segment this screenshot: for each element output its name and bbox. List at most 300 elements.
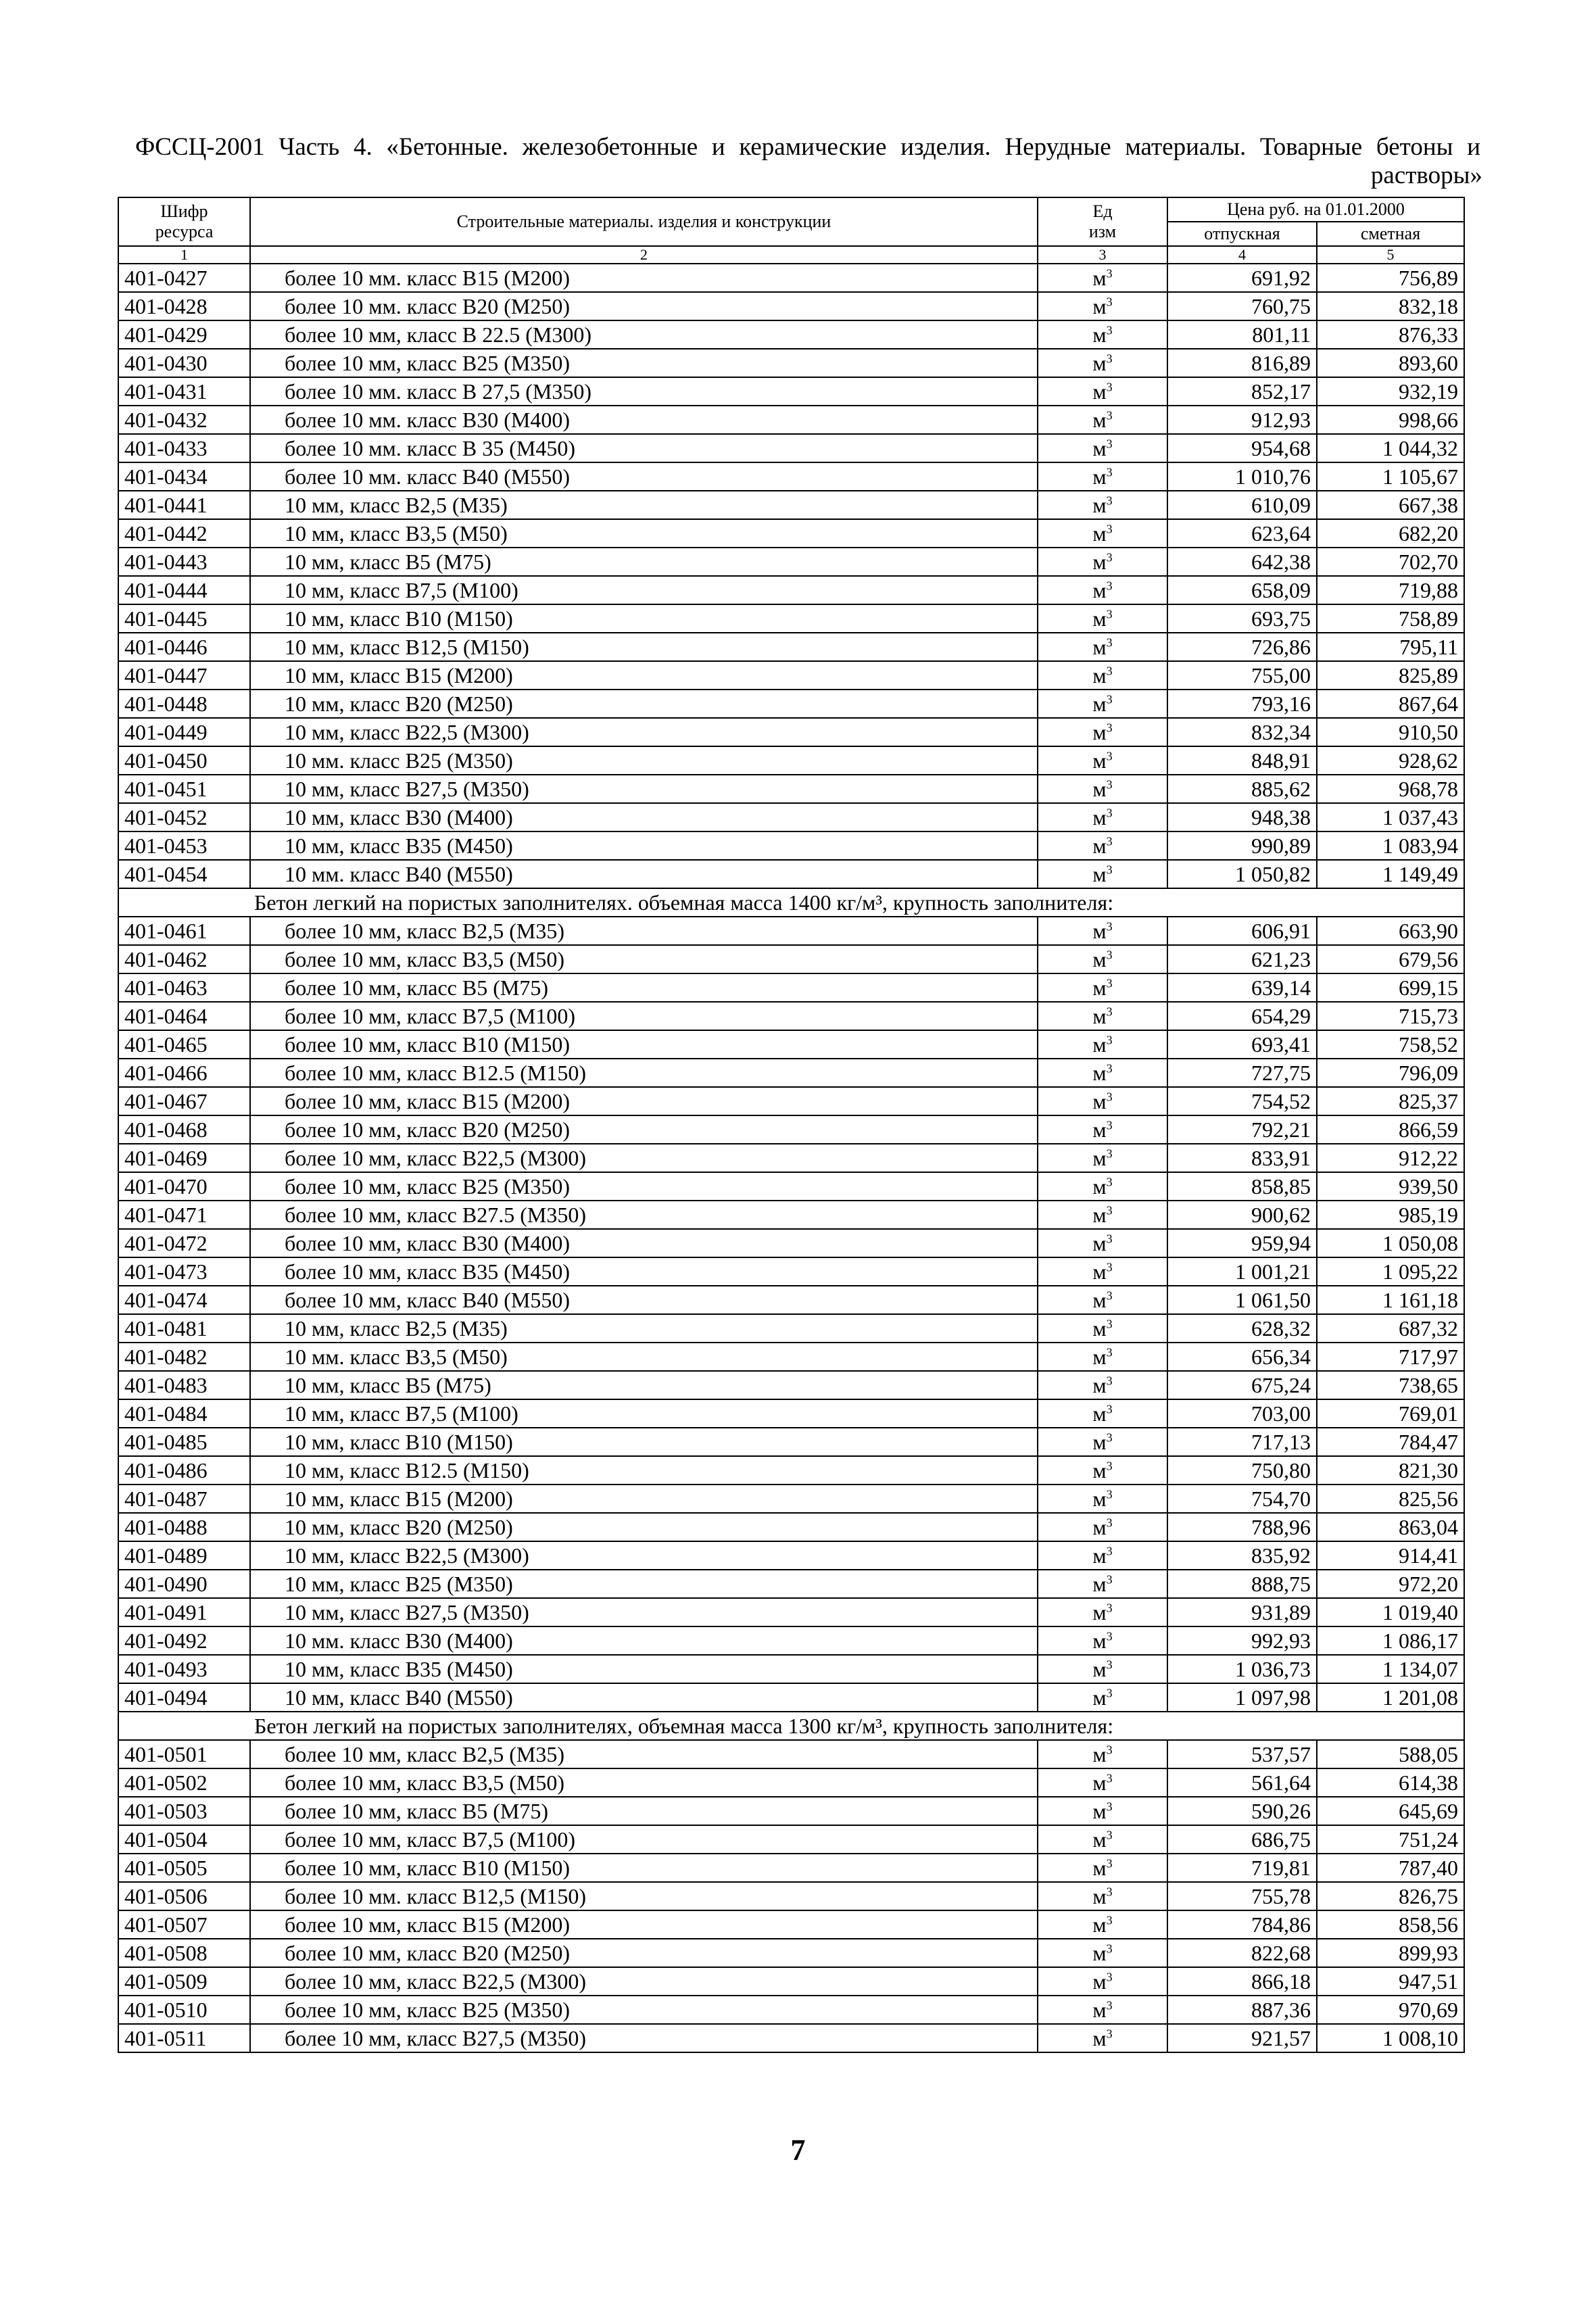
material-name: более 10 мм. класс В12,5 (М150) [250, 1882, 1038, 1910]
material-name: более 10 мм, класс В27.5 (М350) [250, 1201, 1038, 1229]
unit-base: м [1092, 294, 1107, 318]
table-row [118, 803, 1464, 831]
unit-base: м [1092, 322, 1107, 347]
estimate-price: 687,32 [1317, 1314, 1464, 1343]
unit-cell [1038, 548, 1167, 576]
table-row [118, 775, 1464, 803]
unit-base: м [1092, 1061, 1107, 1085]
material-name: более 10 мм, класс В15 (М200) [250, 1087, 1038, 1115]
resource-code: 401-0448 [118, 690, 250, 718]
material-name: 10 мм, класс В25 (М350) [250, 1570, 1038, 1598]
material-name: более 10 мм. класс В15 (М200) [250, 264, 1038, 292]
estimate-price: 932,19 [1317, 377, 1464, 406]
unit-exponent: 3 [1106, 408, 1113, 423]
release-price: 832,34 [1167, 718, 1317, 746]
resource-code: 401-0490 [118, 1570, 250, 1598]
unit-exponent: 3 [1106, 1913, 1113, 1927]
estimate-price: 826,75 [1317, 1882, 1464, 1910]
column-number: 4 [1167, 246, 1317, 264]
release-price: 848,91 [1167, 746, 1317, 775]
unit-base: м [1092, 635, 1107, 659]
unit-exponent: 3 [1106, 1005, 1113, 1019]
column-header-estimate: сметная [1317, 222, 1464, 246]
estimate-price: 893,60 [1317, 349, 1464, 377]
unit-exponent: 3 [1106, 266, 1113, 281]
unit-base: м [1092, 1998, 1107, 2022]
release-price: 921,57 [1167, 2024, 1317, 2052]
column-header-unit-line2: изм [1088, 222, 1117, 241]
release-price: 654,29 [1167, 1002, 1317, 1030]
estimate-price: 738,65 [1317, 1371, 1464, 1399]
table-row [118, 860, 1464, 888]
unit-base: м [1092, 1259, 1107, 1284]
estimate-price: 910,50 [1317, 718, 1464, 746]
unit-cell [1038, 1882, 1167, 1910]
material-name: более 10 мм. класс В 27,5 (М350) [250, 377, 1038, 406]
resource-code: 401-0511 [118, 2024, 250, 2052]
unit-exponent: 3 [1106, 1061, 1113, 1076]
unit-exponent: 3 [1106, 1544, 1113, 1558]
unit-cell [1038, 1541, 1167, 1570]
unit-cell [1038, 406, 1167, 434]
release-price: 1 050,82 [1167, 860, 1317, 888]
unit-cell [1038, 917, 1167, 945]
resource-code: 401-0481 [118, 1314, 250, 1343]
table-row [118, 1513, 1464, 1541]
release-price: 726,86 [1167, 633, 1317, 661]
estimate-price: 614,38 [1317, 1768, 1464, 1797]
unit-cell [1038, 690, 1167, 718]
table-row [118, 1967, 1464, 1996]
release-price: 717,13 [1167, 1428, 1317, 1456]
unit-cell [1038, 1343, 1167, 1371]
unit-exponent: 3 [1106, 465, 1113, 479]
unit-cell [1038, 1428, 1167, 1456]
unit-base: м [1092, 1770, 1107, 1795]
material-name: 10 мм, класс В20 (М250) [250, 1513, 1038, 1541]
table-row [118, 1854, 1464, 1882]
estimate-price: 1 105,67 [1317, 462, 1464, 491]
unit-cell [1038, 292, 1167, 320]
unit-exponent: 3 [1106, 550, 1113, 564]
unit-base: м [1092, 1799, 1107, 1823]
unit-cell [1038, 718, 1167, 746]
table-row [118, 406, 1464, 434]
estimate-price: 667,38 [1317, 491, 1464, 519]
table-row [118, 1002, 1464, 1030]
resource-code: 401-0465 [118, 1030, 250, 1059]
unit-exponent: 3 [1106, 1998, 1113, 2012]
resource-code: 401-0487 [118, 1485, 250, 1513]
material-name: 10 мм, класс В5 (М75) [250, 548, 1038, 576]
material-name: 10 мм, класс В2,5 (М35) [250, 1314, 1038, 1343]
estimate-price: 899,93 [1317, 1939, 1464, 1967]
release-price: 755,78 [1167, 1882, 1317, 1910]
unit-cell [1038, 1996, 1167, 2024]
unit-base: м [1092, 606, 1107, 631]
material-name: более 10 мм, класс В10 (М150) [250, 1030, 1038, 1059]
resource-code: 401-0494 [118, 1683, 250, 1712]
unit-exponent: 3 [1106, 1686, 1113, 1700]
material-name: более 10 мм, класс В 22.5 (М300) [250, 320, 1038, 349]
unit-base: м [1092, 1146, 1107, 1170]
unit-cell [1038, 803, 1167, 831]
unit-exponent: 3 [1106, 380, 1113, 394]
unit-cell [1038, 1570, 1167, 1598]
material-name: 10 мм, класс В22,5 (М300) [250, 718, 1038, 746]
unit-base: м [1092, 1884, 1107, 1908]
estimate-price: 914,41 [1317, 1541, 1464, 1570]
material-name: более 10 мм, класс В40 (М550) [250, 1286, 1038, 1314]
estimate-price: 769,01 [1317, 1399, 1464, 1428]
material-name: 10 мм, класс В12,5 (М150) [250, 633, 1038, 661]
table-row [118, 1144, 1464, 1172]
unit-cell [1038, 1087, 1167, 1115]
unit-cell [1038, 1910, 1167, 1939]
table-row [118, 746, 1464, 775]
estimate-price: 717,97 [1317, 1343, 1464, 1371]
table-row [118, 1768, 1464, 1797]
table-row [118, 1797, 1464, 1825]
estimate-price: 867,64 [1317, 690, 1464, 718]
table-row [118, 1201, 1464, 1229]
unit-cell [1038, 1172, 1167, 1201]
resource-code: 401-0447 [118, 661, 250, 690]
release-price: 623,64 [1167, 519, 1317, 548]
column-number: 1 [118, 246, 250, 264]
resource-code: 401-0489 [118, 1541, 250, 1570]
unit-cell [1038, 1456, 1167, 1485]
page-header-continuation: растворы» [1370, 162, 1482, 189]
unit-exponent: 3 [1106, 579, 1113, 593]
resource-code: 401-0429 [118, 320, 250, 349]
unit-base: м [1092, 862, 1107, 886]
unit-exponent: 3 [1106, 948, 1113, 962]
release-price: 693,75 [1167, 604, 1317, 633]
unit-base: м [1092, 1004, 1107, 1028]
unit-exponent: 3 [1106, 834, 1113, 848]
unit-base: м [1092, 1373, 1107, 1397]
unit-cell [1038, 661, 1167, 690]
material-name: 10 мм, класс В27,5 (М350) [250, 775, 1038, 803]
resource-code: 401-0483 [118, 1371, 250, 1399]
material-name: 10 мм, класс В35 (М450) [250, 1655, 1038, 1683]
unit-exponent: 3 [1106, 1856, 1113, 1871]
material-name: 10 мм, класс В7,5 (М100) [250, 1399, 1038, 1428]
material-name: 10 мм. класс В3,5 (М50) [250, 1343, 1038, 1371]
unit-exponent: 3 [1106, 1288, 1113, 1303]
material-name: 10 мм. класс В40 (М550) [250, 860, 1038, 888]
table-row [118, 1683, 1464, 1712]
unit-cell [1038, 1030, 1167, 1059]
estimate-price: 663,90 [1317, 917, 1464, 945]
unit-base: м [1092, 1600, 1107, 1624]
estimate-price: 787,40 [1317, 1854, 1464, 1882]
table-row [118, 1456, 1464, 1485]
unit-cell [1038, 377, 1167, 406]
release-price: 1 097,98 [1167, 1683, 1317, 1712]
unit-base: м [1092, 720, 1107, 744]
material-name: более 10 мм. класс В30 (М400) [250, 406, 1038, 434]
unit-cell [1038, 434, 1167, 462]
unit-base: м [1092, 1401, 1107, 1426]
estimate-price: 832,18 [1317, 292, 1464, 320]
estimate-price: 1 095,22 [1317, 1257, 1464, 1286]
unit-cell [1038, 1144, 1167, 1172]
estimate-price: 1 134,07 [1317, 1655, 1464, 1683]
material-name: 10 мм, класс В10 (М150) [250, 1428, 1038, 1456]
estimate-price: 912,22 [1317, 1144, 1464, 1172]
resource-code: 401-0431 [118, 377, 250, 406]
unit-exponent: 3 [1106, 1345, 1113, 1359]
unit-base: м [1092, 1174, 1107, 1199]
estimate-price: 858,56 [1317, 1910, 1464, 1939]
unit-exponent: 3 [1106, 1459, 1113, 1473]
material-name: 10 мм, класс В5 (М75) [250, 1371, 1038, 1399]
unit-exponent: 3 [1106, 295, 1113, 309]
estimate-price: 795,11 [1317, 633, 1464, 661]
resource-code: 401-0509 [118, 1967, 250, 1996]
release-price: 561,64 [1167, 1768, 1317, 1797]
estimate-price: 821,30 [1317, 1456, 1464, 1485]
resource-code: 401-0449 [118, 718, 250, 746]
table-row [118, 1882, 1464, 1910]
unit-base: м [1092, 266, 1107, 290]
release-price: 1 061,50 [1167, 1286, 1317, 1314]
estimate-price: 784,47 [1317, 1428, 1464, 1456]
page-number: 7 [790, 2133, 806, 2167]
column-header-code-line2: ресурса [155, 222, 214, 241]
material-name: 10 мм. класс В25 (М350) [250, 746, 1038, 775]
unit-cell [1038, 1655, 1167, 1683]
unit-base: м [1092, 1543, 1107, 1568]
material-name: более 10 мм, класс В15 (М200) [250, 1910, 1038, 1939]
unit-base: м [1092, 1203, 1107, 1227]
table-row [118, 1059, 1464, 1087]
material-name: 10 мм, класс В30 (М400) [250, 803, 1038, 831]
column-number: 2 [250, 246, 1038, 264]
unit-base: м [1092, 975, 1107, 1000]
resource-code: 401-0466 [118, 1059, 250, 1087]
unit-base: м [1092, 1856, 1107, 1880]
estimate-price: 796,09 [1317, 1059, 1464, 1087]
material-name: более 10 мм, класс В7,5 (М100) [250, 1825, 1038, 1854]
unit-base: м [1092, 464, 1107, 489]
resource-code: 401-0467 [118, 1087, 250, 1115]
unit-cell [1038, 1939, 1167, 1967]
unit-exponent: 3 [1106, 1743, 1113, 1757]
table-row [118, 831, 1464, 860]
unit-exponent: 3 [1106, 976, 1113, 990]
unit-cell [1038, 831, 1167, 860]
material-name: 10 мм, класс В20 (М250) [250, 690, 1038, 718]
unit-base: м [1092, 1117, 1107, 1142]
unit-cell [1038, 1286, 1167, 1314]
unit-exponent: 3 [1106, 1374, 1113, 1388]
release-price: 948,38 [1167, 803, 1317, 831]
unit-exponent: 3 [1106, 1203, 1113, 1217]
unit-base: м [1092, 1685, 1107, 1710]
table-row [118, 1399, 1464, 1428]
table-row [118, 462, 1464, 491]
unit-cell [1038, 1797, 1167, 1825]
release-price: 639,14 [1167, 973, 1317, 1002]
material-name: 10 мм, класс В27,5 (М350) [250, 1598, 1038, 1626]
release-price: 835,92 [1167, 1541, 1317, 1570]
unit-cell [1038, 1626, 1167, 1655]
table-row [118, 519, 1464, 548]
material-name: 10 мм, класс В3,5 (М50) [250, 519, 1038, 548]
unit-exponent: 3 [1106, 493, 1113, 508]
unit-exponent: 3 [1106, 1147, 1113, 1161]
unit-exponent: 3 [1106, 522, 1113, 536]
release-price: 760,75 [1167, 292, 1317, 320]
table-row [118, 661, 1464, 690]
unit-base: м [1092, 1316, 1107, 1341]
unit-base: м [1092, 493, 1107, 517]
material-name: более 10 мм, класс В20 (М250) [250, 1115, 1038, 1144]
table-row [118, 576, 1464, 604]
estimate-price: 719,88 [1317, 576, 1464, 604]
resource-code: 401-0432 [118, 406, 250, 434]
unit-exponent: 3 [1106, 664, 1113, 678]
resource-code: 401-0473 [118, 1257, 250, 1286]
release-price: 1 010,76 [1167, 462, 1317, 491]
section-heading-row [118, 1712, 1464, 1740]
resource-code: 401-0452 [118, 803, 250, 831]
unit-base: м [1092, 777, 1107, 801]
estimate-price: 928,62 [1317, 746, 1464, 775]
unit-exponent: 3 [1106, 1118, 1113, 1132]
resource-code: 401-0468 [118, 1115, 250, 1144]
unit-cell [1038, 746, 1167, 775]
material-name: 10 мм. класс В30 (М400) [250, 1626, 1038, 1655]
unit-cell [1038, 973, 1167, 1002]
unit-exponent: 3 [1106, 635, 1113, 650]
unit-cell [1038, 1740, 1167, 1768]
release-price: 658,09 [1167, 576, 1317, 604]
release-price: 703,00 [1167, 1399, 1317, 1428]
table-row [118, 264, 1464, 292]
table-row [118, 1115, 1464, 1144]
unit-exponent: 3 [1106, 1260, 1113, 1274]
unit-exponent: 3 [1106, 323, 1113, 337]
table-body [118, 264, 1464, 2052]
resource-code: 401-0506 [118, 1882, 250, 1910]
estimate-price: 1 161,18 [1317, 1286, 1464, 1314]
unit-exponent: 3 [1106, 1516, 1113, 1530]
estimate-price: 998,66 [1317, 406, 1464, 434]
estimate-price: 968,78 [1317, 775, 1464, 803]
resource-code: 401-0462 [118, 945, 250, 973]
unit-exponent: 3 [1106, 2027, 1113, 2041]
unit-base: м [1092, 1515, 1107, 1539]
unit-cell [1038, 491, 1167, 519]
unit-base: м [1092, 1827, 1107, 1852]
estimate-price: 1 050,08 [1317, 1229, 1464, 1257]
resource-code: 401-0510 [118, 1996, 250, 2024]
unit-base: м [1092, 748, 1107, 773]
release-price: 621,23 [1167, 945, 1317, 973]
release-price: 792,21 [1167, 1115, 1317, 1144]
unit-cell [1038, 1967, 1167, 1996]
unit-base: м [1092, 521, 1107, 546]
unit-cell [1038, 1314, 1167, 1343]
release-price: 590,26 [1167, 1797, 1317, 1825]
unit-exponent: 3 [1106, 437, 1113, 451]
release-price: 610,09 [1167, 491, 1317, 519]
estimate-price: 751,24 [1317, 1825, 1464, 1854]
estimate-price: 1 019,40 [1317, 1598, 1464, 1626]
unit-base: м [1092, 692, 1107, 716]
material-name: более 10 мм, класс В3,5 (М50) [250, 1768, 1038, 1797]
unit-exponent: 3 [1106, 1885, 1113, 1899]
estimate-price: 939,50 [1317, 1172, 1464, 1201]
unit-cell [1038, 576, 1167, 604]
unit-cell [1038, 775, 1167, 803]
unit-exponent: 3 [1106, 1317, 1113, 1331]
section-heading-row [118, 888, 1464, 917]
unit-cell [1038, 1768, 1167, 1797]
table-row [118, 1996, 1464, 2024]
column-header-code [118, 197, 250, 246]
release-price: 822,68 [1167, 1939, 1317, 1967]
resource-code: 401-0443 [118, 548, 250, 576]
table-row [118, 1570, 1464, 1598]
unit-base: м [1092, 1089, 1107, 1113]
resource-code: 401-0502 [118, 1768, 250, 1797]
section-heading: Бетон легкий на пористых заполнителях, объемная масса 1300 кг/м³, крупность заполнителя: [118, 1712, 1464, 1740]
column-number: 3 [1038, 246, 1167, 264]
estimate-price: 863,04 [1317, 1513, 1464, 1541]
unit-base: м [1092, 578, 1107, 602]
unit-base: м [1092, 1288, 1107, 1312]
material-name: 10 мм, класс В35 (М450) [250, 831, 1038, 860]
estimate-price: 970,69 [1317, 1996, 1464, 2024]
unit-cell [1038, 1059, 1167, 1087]
material-name: более 10 мм, класс В20 (М250) [250, 1939, 1038, 1967]
column-header-unit-line1: Ед [1092, 201, 1113, 221]
material-name: 10 мм, класс В15 (М200) [250, 661, 1038, 690]
release-price: 852,17 [1167, 377, 1317, 406]
unit-cell [1038, 945, 1167, 973]
column-header-unit [1038, 197, 1167, 246]
unit-base: м [1092, 1231, 1107, 1255]
material-name: 10 мм, класс В2,5 (М35) [250, 491, 1038, 519]
unit-base: м [1092, 408, 1107, 432]
unit-exponent: 3 [1106, 863, 1113, 877]
release-price: 788,96 [1167, 1513, 1317, 1541]
table-row [118, 1910, 1464, 1939]
release-price: 606,91 [1167, 917, 1317, 945]
resource-code: 401-0474 [118, 1286, 250, 1314]
table-row [118, 1087, 1464, 1115]
estimate-price: 699,15 [1317, 973, 1464, 1002]
release-price: 816,89 [1167, 349, 1317, 377]
table-row [118, 1825, 1464, 1854]
release-price: 900,62 [1167, 1201, 1317, 1229]
release-price: 719,81 [1167, 1854, 1317, 1882]
unit-cell [1038, 1257, 1167, 1286]
estimate-price: 682,20 [1317, 519, 1464, 548]
unit-cell [1038, 519, 1167, 548]
resource-code: 401-0485 [118, 1428, 250, 1456]
estimate-price: 825,56 [1317, 1485, 1464, 1513]
unit-exponent: 3 [1106, 1658, 1113, 1672]
material-name: более 10 мм, класс В27,5 (М350) [250, 2024, 1038, 2052]
table-row [118, 1286, 1464, 1314]
column-header-release: отпускная [1167, 222, 1317, 246]
